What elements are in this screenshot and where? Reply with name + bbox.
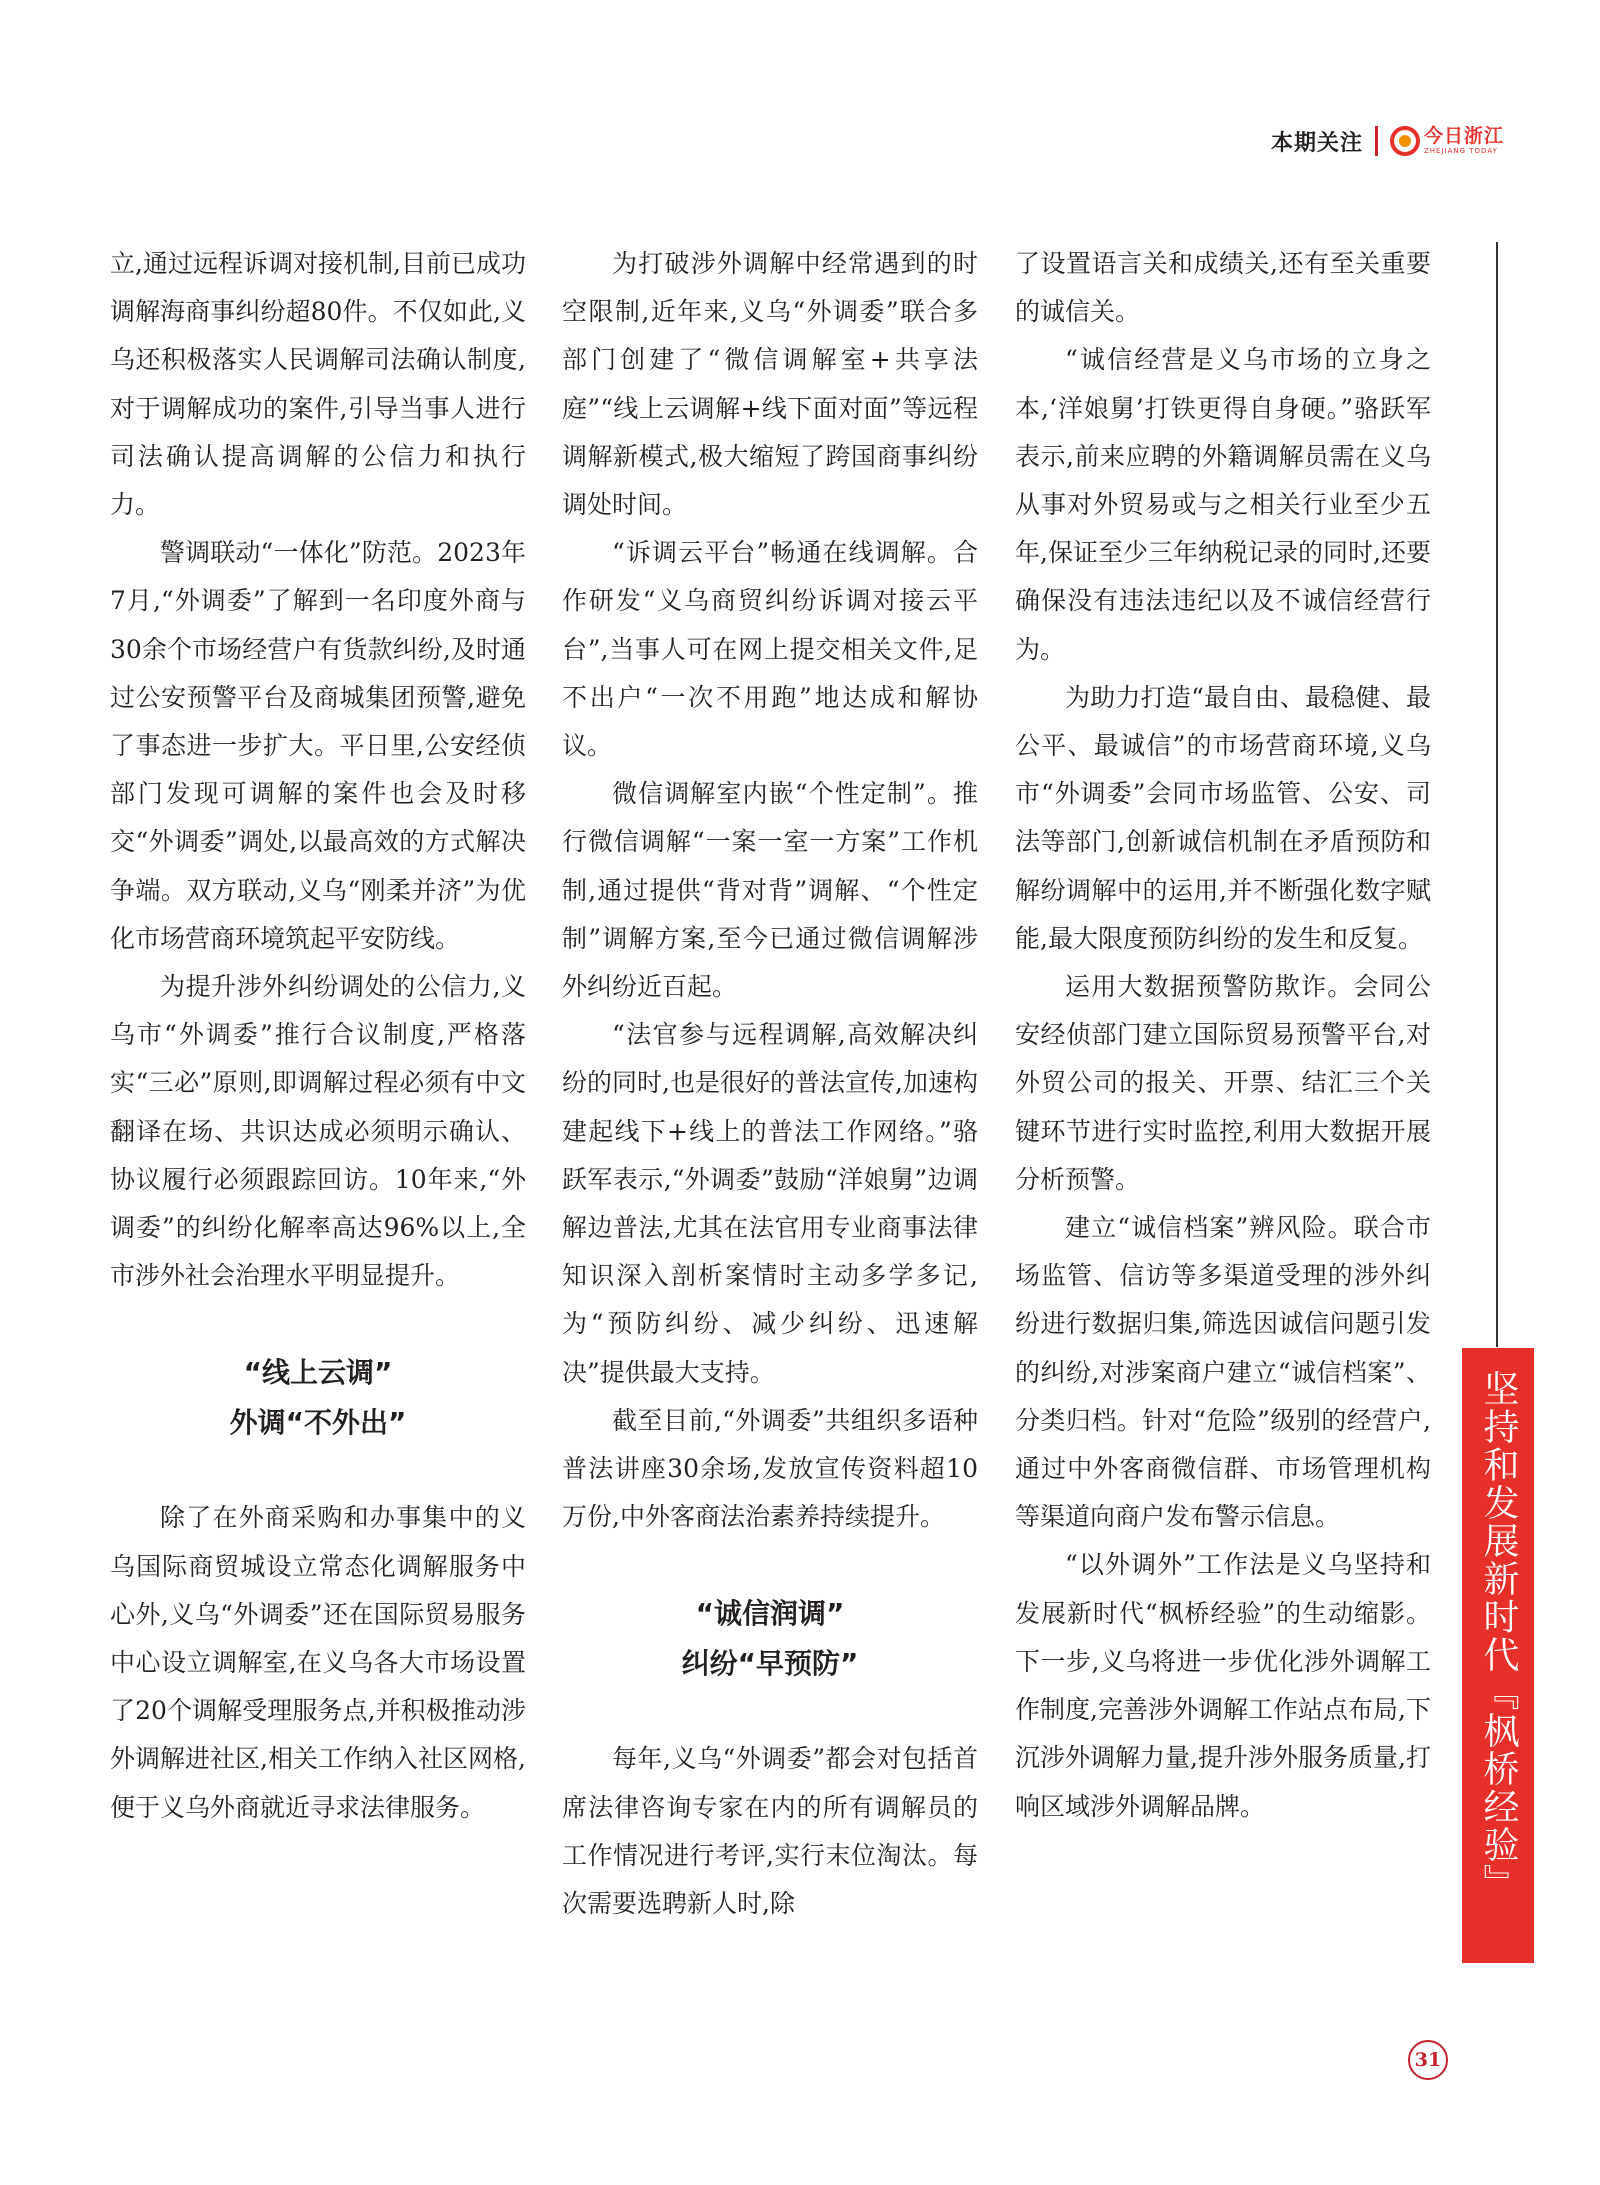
paragraph: 为打破涉外调解中经常遇到的时空限制,近年来,义乌“外调委”联合多部门创建了“微信调解室+共享法庭”“线上云调解+线下面对面”等远程调解新模式,极大缩短了跨国商事纠纷调处时间。	[562, 249, 978, 520]
header-divider	[1375, 126, 1378, 156]
heading-line: 外调“不外出”	[229, 1406, 407, 1440]
article-column-2	[562, 240, 978, 1928]
article-column-1	[110, 240, 526, 1832]
heading-line: “诚信润调”	[695, 1597, 845, 1631]
paragraph: 为提升涉外纠纷调处的公信力,义乌市“外调委”推行合议制度,严格落实“三必”原则,即调解过程必须有中文翻译在场、共识达成必须明示确认、协议履行必须跟踪回访。10年来,“外调委”的纠纷化解率高达96%以上,全市涉外社会治理水平明显提升。	[110, 972, 526, 1291]
paragraph: 运用大数据预警防欺诈。会同公安经侦部门建立国际贸易预警平台,对外贸公司的报关、开票、结汇三个关键环节进行实时监控,利用大数据开展分析预警。	[1015, 972, 1431, 1194]
heading-line: “线上云调”	[243, 1356, 393, 1390]
heading-line: 纠纷“早预防”	[681, 1647, 859, 1681]
paragraph: 截至目前,“外调委”共组织多语种普法讲座30余场,发放宣传资料超10万份,中外客商法治素养持续提升。	[562, 1405, 978, 1532]
paragraph: “诚信经营是义乌市场的立身之本,‘洋娘舅’打铁更得自身硬。”骆跃军表示,前来应聘的外籍调解员需在义乌从事对外贸易或与之相关行业至少五年,保证至少三年纳税记录的同时,还要确保没有违法违纪以及不诚信经营行为。	[1015, 345, 1431, 664]
paragraph: “法官参与远程调解,高效解决纠纷的同时,也是很好的普法宣传,加速构建起线下+线上的普法工作网络。”骆跃军表示,“外调委”鼓励“洋娘舅”边调解边普法,尤其在法官用专业商事法律知识深入剖析案情时主动多学多记,为“预防纠纷、减少纠纷、迅速解决”提供最大支持。	[562, 1020, 978, 1387]
side-banner	[1462, 1348, 1534, 1963]
paragraph: 警调联动“一体化”防范。2023年7月,“外调委”了解到一名印度外商与30余个市场经营户有货款纠纷,及时通过公安预警平台及商城集团预警,避免了事态进一步扩大。平日里,公安经侦部门发现可调解的案件也会及时移交“外调委”调处,以最高效的方式解决争端。双方联动,义乌“刚柔并济”为优化市场营商环境筑起平安防线。	[110, 538, 526, 953]
logo-icon	[1390, 126, 1420, 156]
page-header	[1271, 118, 1504, 164]
paragraph: “诉调云平台”畅通在线调解。合作研发“义乌商贸纠纷诉调对接云平台”,当事人可在网上提交相关文件,足不出户“一次不用跑”地达成和解协议。	[562, 538, 978, 761]
section-heading	[110, 1348, 526, 1448]
section-heading	[562, 1589, 978, 1689]
logo-chinese: 今日浙江	[1423, 125, 1504, 147]
column-rule	[1496, 242, 1498, 1347]
paragraph: 立,通过远程诉调对接机制,目前已成功调解海商事纠纷超80件。不仅如此,义乌还积极落实人民调解司法确认制度,对于调解成功的案件,引导当事人进行司法确认提高调解的公信力和执行力。	[110, 249, 526, 520]
article-column-3	[1015, 240, 1431, 1831]
paragraph: 微信调解室内嵌“个性定制”。推行微信调解“一案一室一方案”工作机制,通过提供“背对背”调解、“个性定制”调解方案,至今已通过微信调解涉外纠纷近百起。	[562, 779, 978, 1002]
paragraph: 了设置语言关和成绩关,还有至关重要的诚信关。	[1015, 249, 1431, 327]
side-banner-text: 坚持和发展新时代『枫桥经验』	[1478, 1370, 1519, 1902]
paragraph: 为助力打造“最自由、最稳健、最公平、最诚信”的市场营商环境,义乌市“外调委”会同市场监管、公安、司法等部门,创新诚信机制在矛盾预防和解纷调解中的运用,并不断强化数字赋能,最大限度预防纠纷的发生和反复。	[1015, 682, 1431, 953]
paragraph: 建立“诚信档案”辨风险。联合市场监管、信访等多渠道受理的涉外纠纷进行数据归集,筛选因诚信问题引发的纠纷,对涉案商户建立“诚信档案”、分类归档。针对“危险”级别的经营户,通过中外客商微信群、市场管理机构等渠道向商户发布警示信息。	[1015, 1213, 1431, 1532]
logo-english: ZHEJIANG TODAY	[1423, 147, 1498, 155]
paragraph: 除了在外商采购和办事集中的义乌国际商贸城设立常态化调解服务中心外,义乌“外调委”还在国际贸易服务中心设立调解室,在义乌各大市场设置了20个调解受理服务点,并积极推动涉外调解进社区,相关工作纳入社区网格,便于义乌外商就近寻求法律服务。	[110, 1503, 526, 1822]
page-number: 31	[1408, 2040, 1448, 2080]
paragraph: 每年,义乌“外调委”都会对包括首席法律咨询专家在内的所有调解员的工作情况进行考评,实行末位淘汰。每次需要选聘新人时,除	[562, 1744, 978, 1919]
section-label: 本期关注	[1270, 130, 1363, 156]
paragraph: “以外调外”工作法是义乌坚持和发展新时代“枫桥经验”的生动缩影。下一步,义乌将进一步优化涉外调解工作制度,完善涉外调解工作站点布局,下沉涉外调解力量,提升涉外服务质量,打响区域涉外调解品牌。	[1015, 1550, 1431, 1821]
magazine-logo	[1390, 126, 1504, 156]
